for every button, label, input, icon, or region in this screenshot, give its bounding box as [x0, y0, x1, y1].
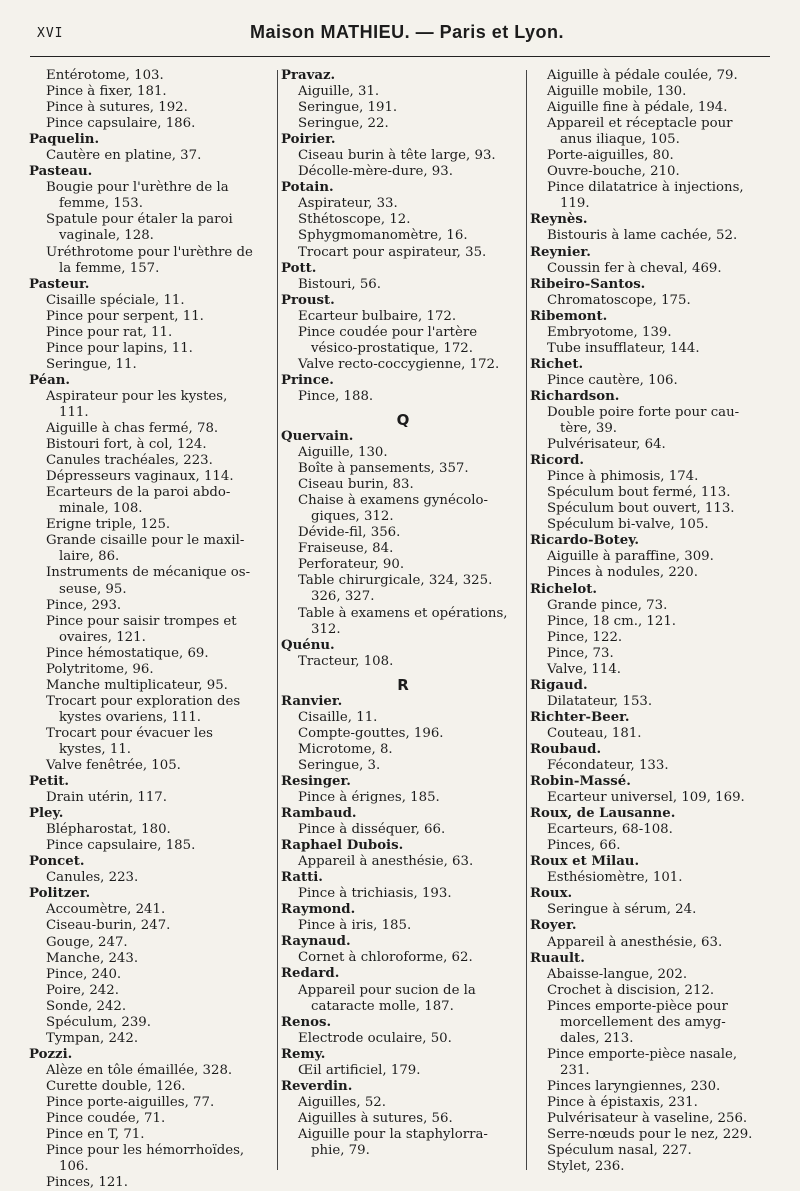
author-entry: Reverdin. [281, 1078, 353, 1094]
instrument-entry: Seringue, 22. [298, 116, 389, 132]
instrument-entry: Ciseau-burin, 247. [46, 918, 171, 934]
instrument-entry: Pince coudée, 71. [46, 1111, 166, 1127]
author-entry: Proust. [281, 292, 335, 308]
instrument-entry: Crochet à discision, 212. [547, 982, 715, 998]
instrument-entry: Polytritome, 96. [46, 661, 154, 677]
author-entry: Politzer. [29, 886, 91, 902]
instrument-entry: Pince, 18 cm., 121. [547, 613, 677, 629]
instrument-entry: Grande pince, 73. [547, 597, 668, 613]
author-entry: Reynier. [530, 244, 591, 260]
author-entry: Péan. [29, 372, 71, 388]
author-entry: Quervain. [281, 428, 354, 444]
instrument-entry: Appareil et réceptacle pour [547, 116, 733, 132]
instrument-entry: Fécondateur, 133. [547, 758, 669, 774]
instrument-entry: Dilatateur, 153. [547, 693, 653, 709]
author-entry: Roux. [530, 886, 573, 902]
instrument-entry: Cisaille spéciale, 11. [46, 292, 185, 308]
instrument-entry: Alèze en tôle émaillée, 328. [46, 1062, 233, 1078]
instrument-entry: Perforateur, 90. [298, 557, 405, 573]
instrument-entry: Appareil à anesthésie, 63. [298, 854, 474, 870]
author-entry: Royer. [530, 918, 577, 934]
entry-continuation: 326, 327. [311, 589, 375, 605]
instrument-entry: Pince pour les hémorrhoïdes, [46, 1143, 245, 1159]
instrument-entry: Table à examens et opérations, [298, 605, 508, 621]
instrument-entry: Valve fenêtrée, 105. [46, 758, 181, 774]
instrument-entry: Ecarteurs, 68-108. [547, 822, 673, 838]
instrument-entry: Blépharostat, 180. [46, 822, 171, 838]
author-entry: Petit. [29, 774, 70, 790]
instrument-entry: Aiguille à chas fermé, 78. [46, 421, 219, 437]
instrument-entry: Spéculum nasal, 227. [547, 1143, 692, 1159]
instrument-entry: Tracteur, 108. [298, 653, 394, 669]
entry-continuation: phie, 79. [311, 1143, 370, 1158]
author-entry: Rigaud. [530, 677, 588, 693]
instrument-entry: Bistouri, 56. [298, 276, 381, 292]
instrument-entry: Pince pour lapins, 11. [46, 340, 193, 356]
author-entry: Resinger. [281, 773, 351, 789]
entry-continuation: la femme, 157. [59, 260, 160, 276]
instrument-entry: Pince, 73. [547, 645, 614, 661]
author-entry: Pasteur. [29, 276, 90, 292]
instrument-entry: Appareil à anesthésie, 63. [547, 934, 723, 950]
entry-continuation: seuse, 95. [59, 581, 127, 597]
author-entry: Ribeiro-Santos. [530, 276, 646, 292]
author-entry: Pott. [281, 260, 317, 276]
entry-continuation: 312. [311, 621, 341, 637]
instrument-entry: Aspirateur, 33. [298, 196, 398, 212]
page-header [0, 0, 800, 60]
instrument-entry: Gouge, 247. [46, 934, 128, 950]
author-entry: Pley. [29, 806, 64, 822]
instrument-entry: Cornet à chloroforme, 62. [298, 950, 473, 966]
entry-continuation: vésico-prostatique, 172. [311, 340, 473, 356]
instrument-entry: Spéculum, 239. [46, 1014, 151, 1030]
entry-continuation: femme, 153. [59, 196, 143, 212]
instrument-entry: Valve recto-coccygienne, 172. [298, 356, 500, 372]
instrument-entry: Pince, 240. [46, 966, 122, 982]
author-entry: Ratti. [281, 870, 323, 886]
instrument-entry: Pulvérisateur à vaseline, 256. [547, 1111, 748, 1127]
entry-continuation: ovaires, 121. [59, 629, 146, 645]
instrument-entry: Aiguille, 130. [298, 445, 388, 461]
entry-continuation: minale, 108. [59, 501, 143, 517]
instrument-entry: Porte-aiguilles, 80. [547, 148, 674, 164]
instrument-entry: Cautère en platine, 37. [46, 148, 202, 164]
instrument-entry: Canules trachéales, 223. [46, 453, 213, 469]
entry-continuation: morcellement des amyg- [560, 1014, 726, 1030]
instrument-entry: Electrode oculaire, 50. [298, 1030, 452, 1046]
entry-continuation: kystes, 11. [59, 741, 132, 757]
instrument-entry: Canules, 223. [46, 870, 139, 886]
instrument-entry: Ciseau burin à tête large, 93. [298, 148, 496, 164]
instrument-entry: Pince pour rat, 11. [46, 324, 173, 340]
instrument-entry: Ciseau burin, 83. [298, 477, 414, 493]
instrument-entry: Pince hémostatique, 69. [46, 645, 209, 661]
author-entry: Poirier. [281, 132, 336, 148]
instrument-entry: Abaisse-langue, 202. [547, 966, 688, 982]
author-entry: Potain. [281, 180, 334, 196]
instrument-entry: Couteau, 181. [547, 725, 642, 741]
author-entry: Redard. [281, 966, 340, 982]
author-entry: Quénu. [281, 637, 335, 653]
author-entry: Richet. [530, 356, 584, 372]
author-entry: Pozzi. [29, 1046, 73, 1062]
author-entry: Rambaud. [281, 806, 357, 822]
instrument-entry: Ouvre-bouche, 210. [547, 164, 680, 180]
author-entry: Paquelin. [29, 132, 100, 148]
header-rule [30, 56, 770, 57]
entry-continuation: kystes ovariens, 111. [59, 709, 202, 725]
author-entry: Remy. [281, 1046, 326, 1062]
entry-continuation: cataracte molle, 187. [311, 998, 454, 1014]
instrument-entry: Trocart pour évacuer les [46, 725, 213, 741]
instrument-entry: Aiguille mobile, 130. [547, 84, 687, 100]
instrument-entry: Trocart pour exploration des [46, 693, 241, 709]
instrument-entry: Pinces, 121. [46, 1175, 128, 1191]
instrument-entry: Manche multiplicateur, 95. [46, 677, 228, 693]
instrument-entry: Drain utérin, 117. [46, 790, 167, 806]
instrument-entry: Pince à érignes, 185. [298, 789, 440, 805]
instrument-entry: Seringue, 3. [298, 757, 381, 773]
instrument-entry: Pince, 188. [298, 388, 374, 404]
author-entry: Renos. [281, 1014, 332, 1030]
instrument-entry: Appareil pour sucion de la [298, 982, 476, 998]
author-entry: Richelot. [530, 581, 598, 597]
instrument-entry: Seringue, 11. [46, 356, 137, 372]
author-entry: Ricord. [530, 453, 584, 469]
instrument-entry: Compte-gouttes, 196. [298, 725, 444, 741]
instrument-entry: Manche, 243. [46, 950, 139, 966]
instrument-entry: Entérotome, 103. [46, 68, 164, 83]
instrument-entry: Accoumètre, 241. [46, 902, 166, 918]
instrument-entry: Tube insufflateur, 144. [547, 340, 700, 356]
entry-continuation: dales, 213. [560, 1030, 634, 1046]
instrument-entry: Pince à trichiasis, 193. [298, 886, 452, 902]
author-entry: Robin-Massé. [530, 774, 631, 790]
instrument-entry: Ecarteur bulbaire, 172. [298, 308, 457, 324]
instrument-entry: Pince, 122. [547, 629, 623, 645]
section-letter: R [397, 675, 409, 694]
instrument-entry: Pince à fixer, 181. [46, 84, 167, 100]
author-entry: Roux, de Lausanne. [530, 806, 676, 822]
instrument-entry: Table chirurgicale, 324, 325. [298, 573, 493, 589]
instrument-entry: Bougie pour l'urèthre de la [46, 180, 229, 196]
instrument-entry: Pince à disséquer, 66. [298, 822, 446, 838]
instrument-entry: Microtome, 8. [298, 741, 393, 757]
instrument-entry: Sthétoscope, 12. [298, 212, 411, 228]
author-entry: Ribemont. [530, 308, 608, 324]
instrument-entry: Seringue à sérum, 24. [547, 902, 697, 918]
instrument-entry: Décolle-mère-dure, 93. [298, 164, 453, 180]
instrument-entry: Dévide-fil, 356. [298, 525, 401, 541]
entry-continuation: 106. [59, 1159, 89, 1175]
instrument-entry: Curette double, 126. [46, 1078, 186, 1094]
instrument-entry: Bistouri fort, à col, 124. [46, 437, 207, 453]
author-entry: Pravaz. [281, 68, 336, 83]
running-head: Maison MATHIEU. — Paris et Lyon. [250, 22, 565, 42]
entry-continuation: anus iliaque, 105. [560, 132, 680, 148]
instrument-entry: Pince en T, 71. [46, 1127, 145, 1143]
instrument-entry: Aiguille pour la staphylorra- [298, 1126, 488, 1142]
author-entry: Reynès. [530, 212, 588, 228]
entry-continuation: 111. [59, 404, 89, 420]
instrument-entry: Seringue, 191. [298, 100, 398, 116]
instrument-entry: Sphygmomanomètre, 16. [298, 228, 468, 244]
instrument-entry: Pince, 293. [46, 597, 122, 613]
instrument-entry: Aiguille à paraffine, 309. [547, 549, 714, 565]
instrument-entry: Pinces laryngiennes, 230. [547, 1078, 721, 1094]
instrument-entry: Esthésiomètre, 101. [547, 870, 683, 886]
author-entry: Roubaud. [530, 741, 602, 757]
instrument-entry: Valve, 114. [547, 661, 622, 677]
entry-continuation: tère, 39. [560, 421, 618, 437]
instrument-entry: Pulvérisateur, 64. [547, 437, 666, 453]
instrument-entry: Ecarteur universel, 109, 169. [547, 790, 745, 806]
instrument-entry: Coussin fer à cheval, 469. [547, 260, 722, 276]
instrument-entry: Pince capsulaire, 185. [46, 838, 196, 854]
instrument-entry: Pince dilatatrice à injections, [547, 180, 744, 196]
author-entry: Roux et Milau. [530, 854, 640, 870]
instrument-entry: Pince emporte-pièce nasale, [547, 1046, 738, 1062]
entry-continuation: laire, 86. [59, 549, 120, 565]
instrument-entry: Dépresseurs vaginaux, 114. [46, 469, 234, 485]
instrument-entry: Pince à iris, 185. [298, 918, 412, 934]
entry-continuation: vaginale, 128. [59, 228, 154, 244]
column-divider [277, 70, 278, 1170]
instrument-entry: Aiguille fine à pédale, 194. [547, 100, 728, 116]
instrument-entry: Stylet, 236. [547, 1159, 625, 1175]
entry-continuation: 119. [560, 196, 590, 212]
instrument-entry: Uréthrotome pour l'urèthre de [46, 244, 253, 260]
instrument-entry: Pince pour serpent, 11. [46, 308, 204, 324]
instrument-entry: Pince coudée pour l'artère [298, 324, 478, 340]
instrument-entry: Aiguille, 31. [298, 84, 380, 100]
instrument-entry: Pince cautère, 106. [547, 372, 678, 388]
instrument-entry: Spéculum bout fermé, 113. [547, 485, 731, 501]
instrument-entry: Fraiseuse, 84. [298, 541, 394, 557]
author-entry: Prince. [281, 372, 334, 388]
instrument-entry: Spéculum bout ouvert, 113. [547, 501, 735, 517]
instrument-entry: Serre-nœuds pour le nez, 229. [547, 1127, 753, 1143]
instrument-entry: Trocart pour aspirateur, 35. [298, 244, 487, 260]
page-number: XVI [37, 26, 64, 41]
instrument-entry: Tympan, 242. [46, 1030, 139, 1046]
instrument-entry: Double poire forte pour cau- [547, 404, 740, 420]
instrument-entry: Erigne triple, 125. [46, 517, 171, 533]
author-entry: Raymond. [281, 902, 356, 918]
instrument-entry: Pince porte-aiguilles, 77. [46, 1095, 215, 1110]
instrument-entry: Bistouris à lame cachée, 52. [547, 228, 738, 244]
instrument-entry: Boîte à pansements, 357. [298, 461, 469, 477]
instrument-entry: Poire, 242. [46, 982, 119, 998]
instrument-entry: Pince pour saisir trompes et [46, 613, 237, 629]
author-entry: Poncet. [29, 854, 85, 870]
instrument-entry: Pince capsulaire, 186. [46, 116, 196, 132]
instrument-entry: Spéculum bi-valve, 105. [547, 517, 709, 533]
entry-continuation: giques, 312. [311, 509, 394, 525]
column-divider [526, 70, 527, 1170]
instrument-entry: Aiguilles, 52. [298, 1094, 386, 1110]
author-entry: Ruault. [530, 950, 585, 966]
instrument-entry: Pinces, 66. [547, 838, 621, 854]
instrument-entry: Pince à sutures, 192. [46, 100, 188, 116]
instrument-entry: Aiguilles à sutures, 56. [298, 1110, 453, 1126]
instrument-entry: Pince à épistaxis, 231. [547, 1095, 698, 1110]
author-entry: Raphael Dubois. [281, 838, 404, 854]
author-entry: Richter-Beer. [530, 709, 630, 725]
index-column-2 [281, 68, 525, 1159]
instrument-entry: Chromatoscope, 175. [547, 292, 691, 308]
section-letter: Q [396, 410, 410, 429]
author-entry: Ranvier. [281, 693, 343, 709]
index-column-1 [29, 68, 277, 1191]
instrument-entry: Aiguille à pédale coulée, 79. [547, 68, 738, 83]
instrument-entry: Grande cisaille pour le maxil- [46, 533, 245, 549]
instrument-entry: Pince à phimosis, 174. [547, 469, 699, 485]
instrument-entry: Pinces emporte-pièce pour [547, 998, 728, 1014]
author-entry: Ricardo-Botey. [530, 533, 640, 549]
instrument-entry: Instruments de mécanique os- [46, 565, 251, 581]
author-entry: Raynaud. [281, 934, 351, 950]
author-entry: Richardson. [530, 388, 620, 404]
instrument-entry: Chaise à examens gynécolo- [298, 493, 489, 509]
entry-continuation: 231. [560, 1062, 590, 1078]
instrument-entry: Sonde, 242. [46, 998, 127, 1014]
instrument-entry: Ecarteurs de la paroi abdo- [46, 485, 231, 501]
author-entry: Pasteau. [29, 164, 93, 180]
instrument-entry: Pinces à nodules, 220. [547, 565, 698, 581]
instrument-entry: Embryotome, 139. [547, 324, 672, 340]
instrument-entry: Œil artificiel, 179. [298, 1062, 421, 1078]
instrument-entry: Cisaille, 11. [298, 709, 378, 725]
instrument-entry: Spatule pour étaler la paroi [46, 212, 233, 228]
instrument-entry: Aspirateur pour les kystes, [46, 388, 228, 404]
index-column-3 [530, 68, 774, 1175]
